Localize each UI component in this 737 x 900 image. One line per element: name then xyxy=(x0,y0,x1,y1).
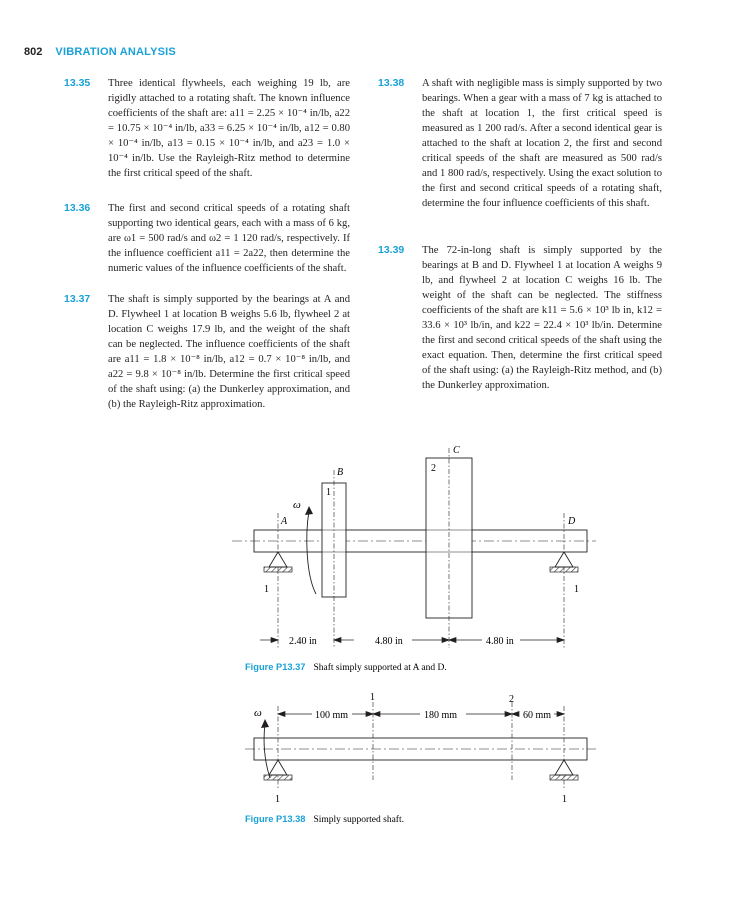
dim-cd: 4.80 in xyxy=(486,636,514,647)
problem-text: A shaft with negligible mass is simply supported by two bearings. When a gear with a mass of 7 kg is attached to the shaft at location 1, the first critical speed is measured as 1 200 rad/s. After a second identical gear is attached to the shaft at location 2, the first and second critical speeds of the shaft are measured as 500 rad/s and 1 800 rad/s, respectively. Using the exact solution to the first and second critical speeds of a rotating shaft, determine the four influence coefficients of this shaft. xyxy=(422,78,662,209)
label-c: C xyxy=(453,445,460,456)
location-2-label: 2 xyxy=(509,694,514,705)
dim-100: 100 mm xyxy=(315,710,349,721)
label-a: A xyxy=(281,516,288,527)
rotation-arrow-icon xyxy=(264,724,270,778)
dim-60: 60 mm xyxy=(523,710,552,721)
rotation-arrow-icon xyxy=(307,511,316,594)
location-1-label: 1 xyxy=(370,692,375,703)
support-label-right: 1 xyxy=(562,794,567,805)
caption-label: Figure P13.37 xyxy=(245,662,306,672)
omega-label: ω xyxy=(293,499,301,511)
page-number: 802 xyxy=(24,46,43,58)
support-a xyxy=(264,552,292,572)
problem-text: Three identical flywheels, each weighing 19 lb, are rigidly attached to a rotating shaft. The known influence coefficients of the shaft are: a11 = 2.25 × 10⁻⁴ in/lb, a22 = 10.75 × 10⁻⁴ in/lb, a33 = 6.25 × 10⁻⁴ in/lb, a12 = 0.80 × 10⁻⁴ in/lb, a13 = 0.15 × 10⁻⁴ in/lb, and a23 = 1.0 × 10⁻⁴ in/lb. Use the Rayleigh-Ritz method to determine the first critical speed of the shaft. xyxy=(108,78,350,179)
label-b: B xyxy=(337,467,344,478)
problem-number: 13.39 xyxy=(378,244,405,256)
problem-13-37 xyxy=(64,292,350,412)
figure-caption xyxy=(245,809,404,826)
figure-caption xyxy=(245,657,447,674)
problem-13-35 xyxy=(64,76,350,181)
running-header xyxy=(24,46,176,58)
flywheel-1-label: 1 xyxy=(326,487,331,498)
problem-number: 13.35 xyxy=(64,77,91,89)
support-label-right: 1 xyxy=(574,584,579,595)
section-title: VIBRATION ANALYSIS xyxy=(55,46,176,58)
caption-text: Simply supported shaft. xyxy=(313,815,404,825)
problem-number: 13.38 xyxy=(378,77,405,89)
problem-text: The first and second critical speeds of a rotating shaft supporting two identical gears, each with a mass of 6 kg, are ω1 = 500 rad/s and ω2 = 1 120 rad/s, respectively. If the influence coefficient a11 = 2a22, then determine the numeric values of the influence coefficients of the shaft. xyxy=(108,203,350,274)
caption-label: Figure P13.38 xyxy=(245,814,306,824)
dim-ab: 2.40 in xyxy=(289,636,317,647)
problem-13-36 xyxy=(64,201,350,276)
caption-text: Shaft simply supported at A and D. xyxy=(313,663,447,673)
support-d xyxy=(550,552,578,572)
problem-number: 13.36 xyxy=(64,202,91,214)
figure-p13-38 xyxy=(0,685,737,830)
support-left xyxy=(264,760,292,780)
problem-13-38 xyxy=(378,76,662,211)
problem-text: The 72-in-long shaft is simply supported by the bearings at B and D. Flywheel 1 at location A weighs 9 lb, and flywheel 2 at location C weighs 16 lb. The weight of the shaft can be neglected. The stiffness coefficients of the shaft are k11 = 5.6 × 10³ lb in, k12 = 33.6 × 10³ lb/in, and k22 = 22.4 × 10³ lb/in. Determine the first and second critical speeds of the shaft using the exact equation. Then, determine the first critical speed of the shaft using: (a) the Rayleigh-Ritz method, and (b) the Dunkerley approximation. xyxy=(422,245,662,391)
dim-180: 180 mm xyxy=(424,710,458,721)
support-label-left: 1 xyxy=(264,584,269,595)
problem-13-39 xyxy=(378,243,662,393)
dim-bc: 4.80 in xyxy=(375,636,403,647)
omega-label: ω xyxy=(254,707,262,719)
support-label-left: 1 xyxy=(275,794,280,805)
problem-text: The shaft is simply supported by the bearings at A and D. Flywheel 1 at location B weighs 5.6 lb, flywheel 2 at location C weighs 17.9 lb, and the weight of the shaft can be neglected. The influence coefficients of the shaft are a11 = 1.8 × 10⁻⁸ in/lb, a12 = 0.7 × 10⁻⁸ in/lb, and a22 = 9.8 × 10⁻⁸ in/lb. Determine the first critical speed of the shaft using: (a) the Dunkerley approximation, and (b) the Rayleigh-Ritz approximation. xyxy=(108,294,350,410)
label-d: D xyxy=(568,516,576,527)
problem-number: 13.37 xyxy=(64,293,91,305)
support-right xyxy=(550,760,578,780)
figure-p13-37 xyxy=(0,440,737,680)
flywheel-2-label: 2 xyxy=(431,463,436,474)
